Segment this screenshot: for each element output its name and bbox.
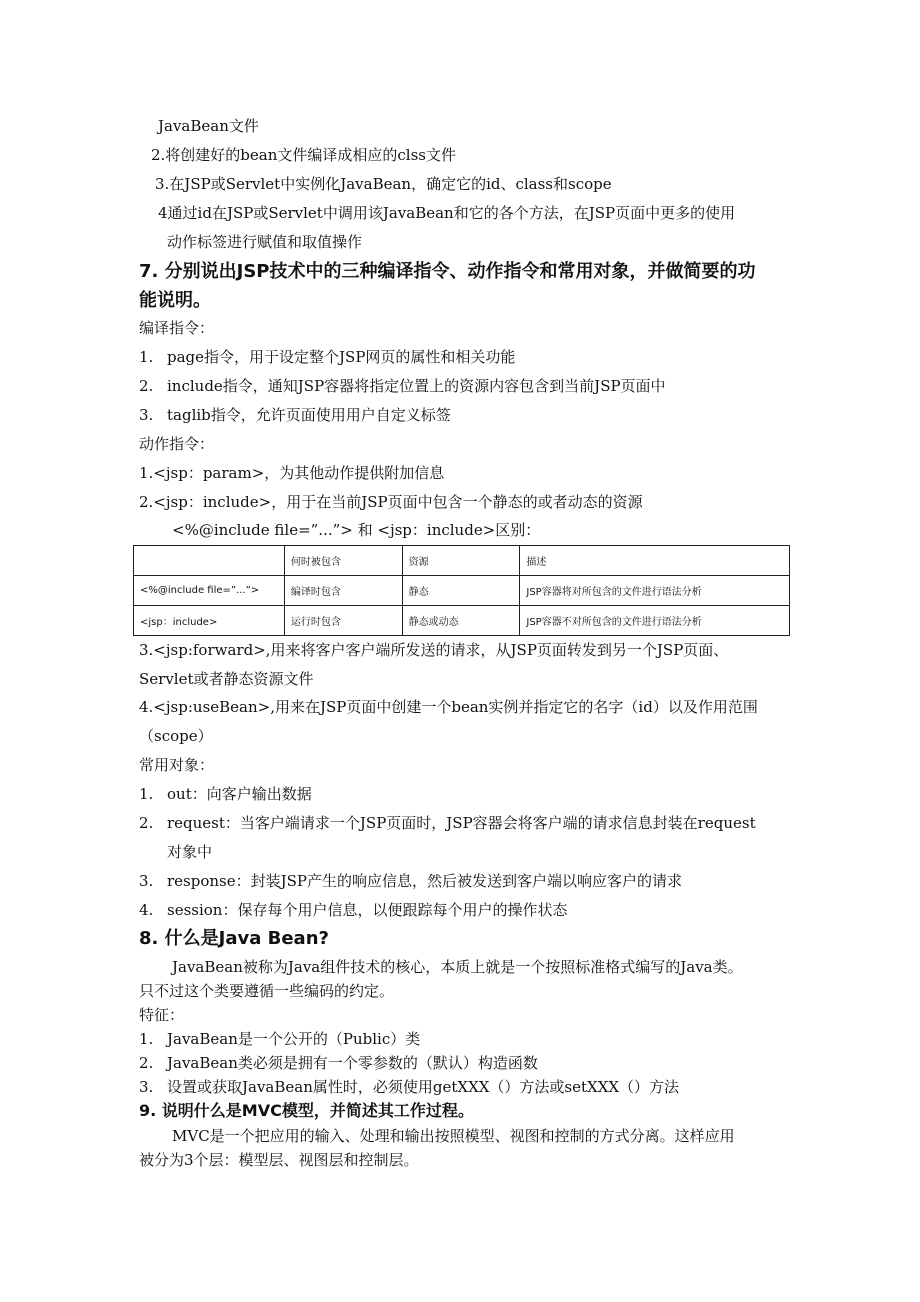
table-header-cell bbox=[134, 546, 285, 576]
table-header-cell: 何时被包含 bbox=[284, 546, 402, 576]
compile-item-3: 3. taglib指令，允许页面使用用户自定义标签 bbox=[139, 406, 451, 424]
q9-para-line-2: 被分为3个层：模型层、视图层和控制层。 bbox=[139, 1151, 419, 1169]
table-header-cell: 资源 bbox=[402, 546, 520, 576]
table-row bbox=[134, 576, 790, 606]
object-item-2-cont: 对象中 bbox=[167, 843, 213, 861]
feature-item-2: 2. JavaBean类必须是拥有一个零参数的（默认）构造函数 bbox=[139, 1054, 538, 1072]
table-row bbox=[134, 606, 790, 636]
q8-para-line-2: 只不过这个类要遵循一些编码的约定。 bbox=[139, 982, 395, 1000]
intro-line-5: 动作标签进行赋值和取值操作 bbox=[167, 233, 363, 251]
table-cell: <jsp：include> bbox=[134, 606, 285, 636]
intro-line-4: 4通过id在JSP或Servlet中调用该JavaBean和它的各个方法，在JSP页面中更多的使用 bbox=[158, 204, 736, 222]
object-item-1: 1. out：向客户输出数据 bbox=[139, 785, 312, 803]
table-cell: 静态 bbox=[402, 576, 520, 606]
action-directives-label: 动作指令： bbox=[139, 435, 215, 453]
intro-line-2: 2.将创建好的bean文件编译成相应的clss文件 bbox=[151, 146, 456, 164]
table-cell: 编译时包含 bbox=[284, 576, 402, 606]
common-objects-label: 常用对象： bbox=[139, 756, 215, 774]
object-item-4: 4. session：保存每个用户信息，以便跟踪每个用户的操作状态 bbox=[139, 901, 568, 919]
q8-heading: 8. 什么是Java Bean? bbox=[139, 928, 329, 949]
table-header-cell: 描述 bbox=[520, 546, 790, 576]
table-cell: JSP容器不对所包含的文件进行语法分析 bbox=[520, 606, 790, 636]
action-item-3-line-2: Servlet或者静态资源文件 bbox=[139, 670, 314, 688]
table-cell: 静态或动态 bbox=[402, 606, 520, 636]
object-item-2: 2. request：当客户端请求一个JSP页面时，JSP容器会将客户端的请求信息封装在request bbox=[139, 814, 756, 832]
action-item-1: 1.<jsp：param>，为其他动作提供附加信息 bbox=[139, 464, 445, 482]
object-item-3: 3. response：封装JSP产生的响应信息，然后被发送到客户端以响应客户的请求 bbox=[139, 872, 682, 890]
compare-caption: <%@include file=”...”> 和 <jsp：include>区别： bbox=[172, 521, 541, 539]
q9-heading: 9. 说明什么是MVC模型，并简述其工作过程。 bbox=[139, 1101, 474, 1120]
table-cell: 运行时包含 bbox=[284, 606, 402, 636]
q7-heading-line-2: 能说明。 bbox=[139, 290, 211, 311]
action-item-3-line-1: 3.<jsp:forward>,用来将客户客户端所发送的请求，从JSP页面转发到另一个JSP页面、 bbox=[139, 641, 729, 659]
intro-line-1: JavaBean文件 bbox=[158, 117, 259, 135]
table-header-row bbox=[134, 546, 790, 576]
intro-line-3: 3.在JSP或Servlet中实例化JavaBean，确定它的id、class和scope bbox=[155, 175, 612, 193]
table-cell: JSP容器将对所包含的文件进行语法分析 bbox=[520, 576, 790, 606]
action-item-4-line-2: （scope） bbox=[139, 727, 213, 745]
action-item-2: 2.<jsp：include>，用于在当前JSP页面中包含一个静态的或者动态的资源 bbox=[139, 493, 643, 511]
q9-para-line-1: MVC是一个把应用的输入、处理和输出按照模型、视图和控制的方式分离。这样应用 bbox=[172, 1127, 735, 1145]
feature-item-3: 3. 设置或获取JavaBean属性时，必须使用getXXX（）方法或setXXX（）方法 bbox=[139, 1078, 680, 1096]
compile-item-2: 2. include指令，通知JSP容器将指定位置上的资源内容包含到当前JSP页面中 bbox=[139, 377, 666, 395]
action-item-4-line-1: 4.<jsp:useBean>,用来在JSP页面中创建一个bean实例并指定它的名字（id）以及作用范围 bbox=[139, 698, 758, 716]
compile-item-1: 1. page指令，用于设定整个JSP网页的属性和相关功能 bbox=[139, 348, 516, 366]
include-comparison-table bbox=[133, 545, 790, 636]
features-label: 特征： bbox=[139, 1006, 185, 1024]
q7-heading-line-1: 7. 分别说出JSP技术中的三种编译指令、动作指令和常用对象，并做简要的功 bbox=[139, 261, 756, 282]
q8-para-line-1: JavaBean被称为Java组件技术的核心，本质上就是一个按照标准格式编写的Java类。 bbox=[172, 958, 743, 976]
compile-directives-label: 编译指令： bbox=[139, 319, 215, 337]
table-cell: <%@include file=”...”> bbox=[134, 576, 285, 606]
feature-item-1: 1. JavaBean是一个公开的（Public）类 bbox=[139, 1030, 421, 1048]
